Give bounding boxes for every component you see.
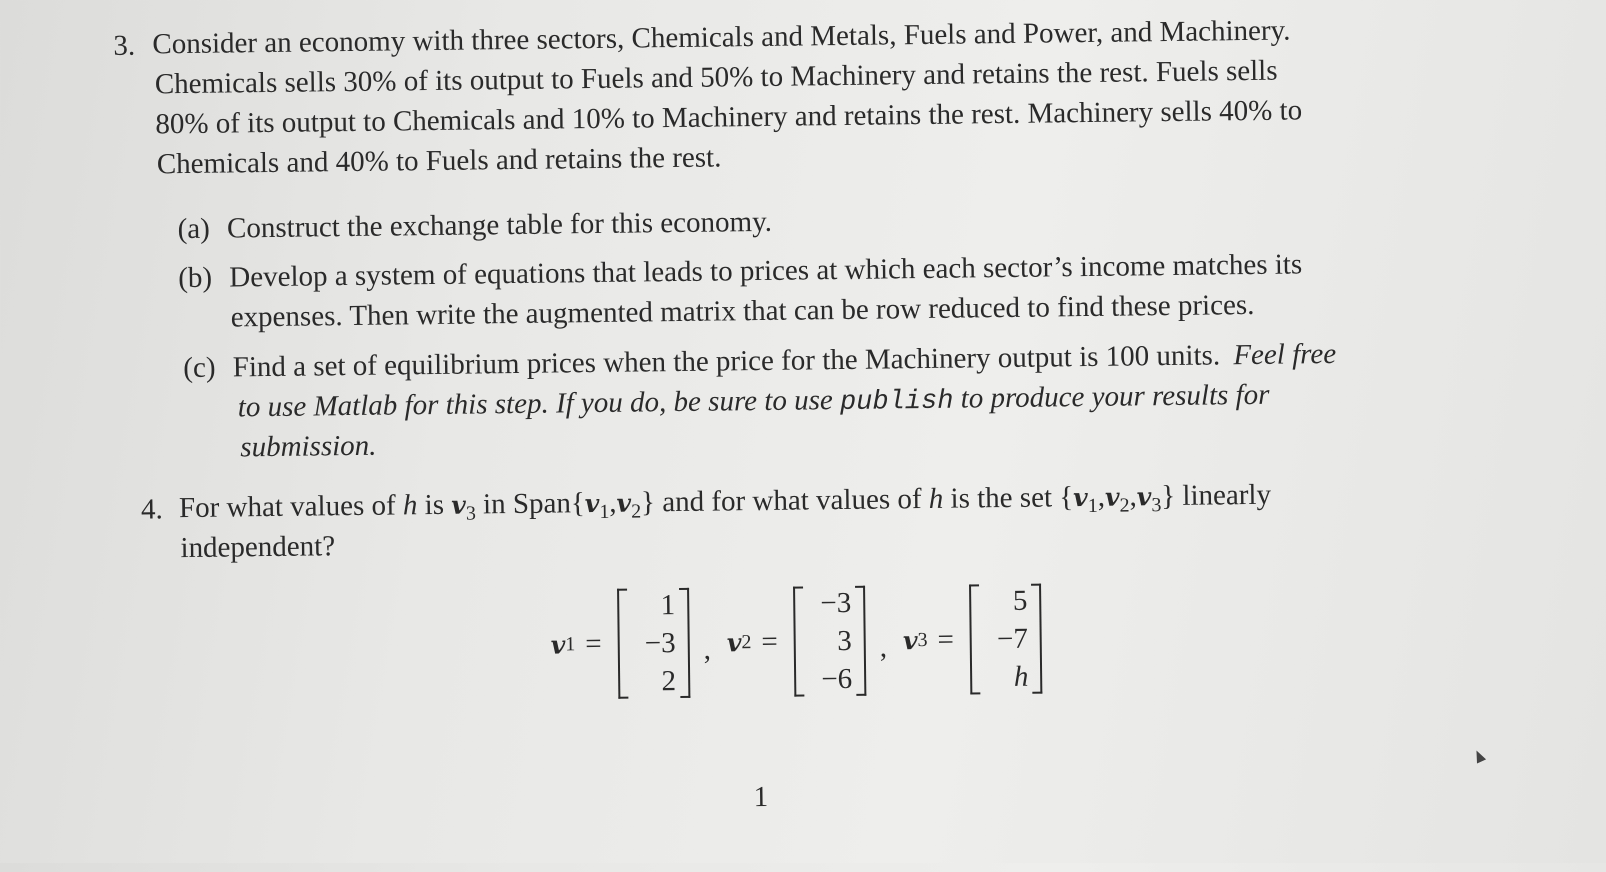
q3c-text-2a: to use Matlab for this step. If you do, be sure to use [237, 384, 833, 424]
q3c-text-3: submission. [240, 429, 377, 464]
q4-var-h: h [402, 489, 418, 522]
q3a [177, 205, 772, 246]
q3a-text: Construct the exchange table for this economy. [226, 205, 773, 245]
v2-subscript: 2 [741, 630, 752, 653]
q3b-label: (b) [178, 261, 213, 295]
vector-v3-matrix [969, 584, 1042, 695]
q3b-text-2: expenses. Then write the augmented matrix that can be row reduced to find these prices. [230, 288, 1255, 334]
q4-var-h-2: h [928, 482, 944, 515]
v2-entry-2: 3 [837, 624, 852, 658]
q4-set-v3: v [1136, 482, 1152, 512]
q4-text-d: } and for what values of [640, 483, 922, 519]
v1-entry-2: −3 [644, 627, 676, 660]
q3c-line-2 [238, 378, 1270, 428]
q3c-text-1-italic: Feel free [1233, 337, 1337, 372]
q3b-line-1 [178, 247, 1302, 295]
q4-text-b: is [424, 488, 445, 522]
q4-text-a: For what values of [178, 489, 396, 525]
q3c-text-2b: to produce your results for [960, 378, 1270, 415]
q4-line-1: For what values of h is $v_3$ in $Span\{v_1,v_2\}$ and for what values of h is the set $\{v_1,v_2,v_3\}$ linearly [178, 478, 1272, 525]
v1-symbol: v [550, 629, 566, 660]
question-4-number: 4. [140, 493, 163, 526]
q3c-line-1 [183, 337, 1336, 385]
q4-set-v1: v [1073, 483, 1088, 513]
v1-entry-3: 2 [661, 665, 677, 698]
q3b-text-1: Develop a system of equations that leads to prices at which each sector’s income matches its [229, 248, 1303, 294]
vector-definitions: v 1 = 1 −3 2 , v 2 = −3 3 −6 , v 3 = 5 −7 h [550, 581, 1047, 703]
q3a-label: (a) [177, 212, 211, 246]
q3-text-line-3: 80% of its output to Chemicals and 10% to Machinery and retains the rest. Machinery sells 40% to [155, 94, 1303, 141]
q3-text-line-4: Chemicals and 40% to Fuels and retains the rest. [156, 141, 722, 181]
q4-text-e: is the set { [950, 481, 1074, 515]
vector-v2-label: v 2 = [726, 625, 778, 658]
vector-v1-label: v 1 = [550, 627, 602, 660]
q4-span-sub-1: 1 [599, 500, 610, 523]
v2-symbol: v [726, 627, 742, 657]
v1-subscript: 1 [565, 632, 576, 655]
v1-entry-1: 1 [660, 589, 676, 622]
q3-text-line-1: Consider an economy with three sectors, Chemicals and Metals, Fuels and Power, and Machinery. [152, 14, 1291, 61]
vector-v1-matrix [617, 588, 690, 699]
q3c-label: (c) [183, 351, 216, 385]
v3-entry-3: h [1013, 660, 1029, 693]
q4-text-c: in Span{ [482, 487, 585, 521]
v2-entry-1: −3 [820, 586, 852, 620]
q3c-code-publish: publish [839, 386, 954, 419]
question-3-number: 3. [113, 29, 136, 62]
v2-entry-3: −6 [821, 662, 853, 696]
v3-subscript: 3 [917, 628, 928, 651]
vector-v2-matrix [793, 586, 866, 697]
q4-set-sub-3: 3 [1151, 494, 1162, 517]
q4-span-v1: v [584, 488, 600, 519]
q4-set-sub-2: 2 [1119, 494, 1130, 517]
q4-span-sub-2: 2 [631, 500, 642, 523]
q3c-text-1: Find a set of equilibrium prices when the price for the Machinery output is 100 units. [232, 339, 1221, 384]
page-number: 1 [753, 780, 769, 814]
vector-v3-label: v 3 = [902, 623, 955, 656]
q4-set-v2: v [1104, 482, 1120, 512]
q3-text-line-2: Chemicals sells 30% of its output to Fuels and 50% to Machinery and retains the rest. Fuels sells [154, 54, 1278, 101]
q4-set-sub-1: 1 [1087, 494, 1098, 518]
v3-symbol: v [902, 625, 918, 655]
v3-entry-2: −7 [996, 622, 1029, 656]
q4-sub-3: 3 [465, 502, 477, 525]
q4-span-v2: v [616, 488, 632, 518]
q4-vec-v3: v [451, 490, 466, 520]
q4-line-2: independent? [180, 530, 336, 565]
q4-text-f: } linearly [1161, 478, 1272, 513]
v3-entry-1: 5 [1012, 584, 1028, 617]
